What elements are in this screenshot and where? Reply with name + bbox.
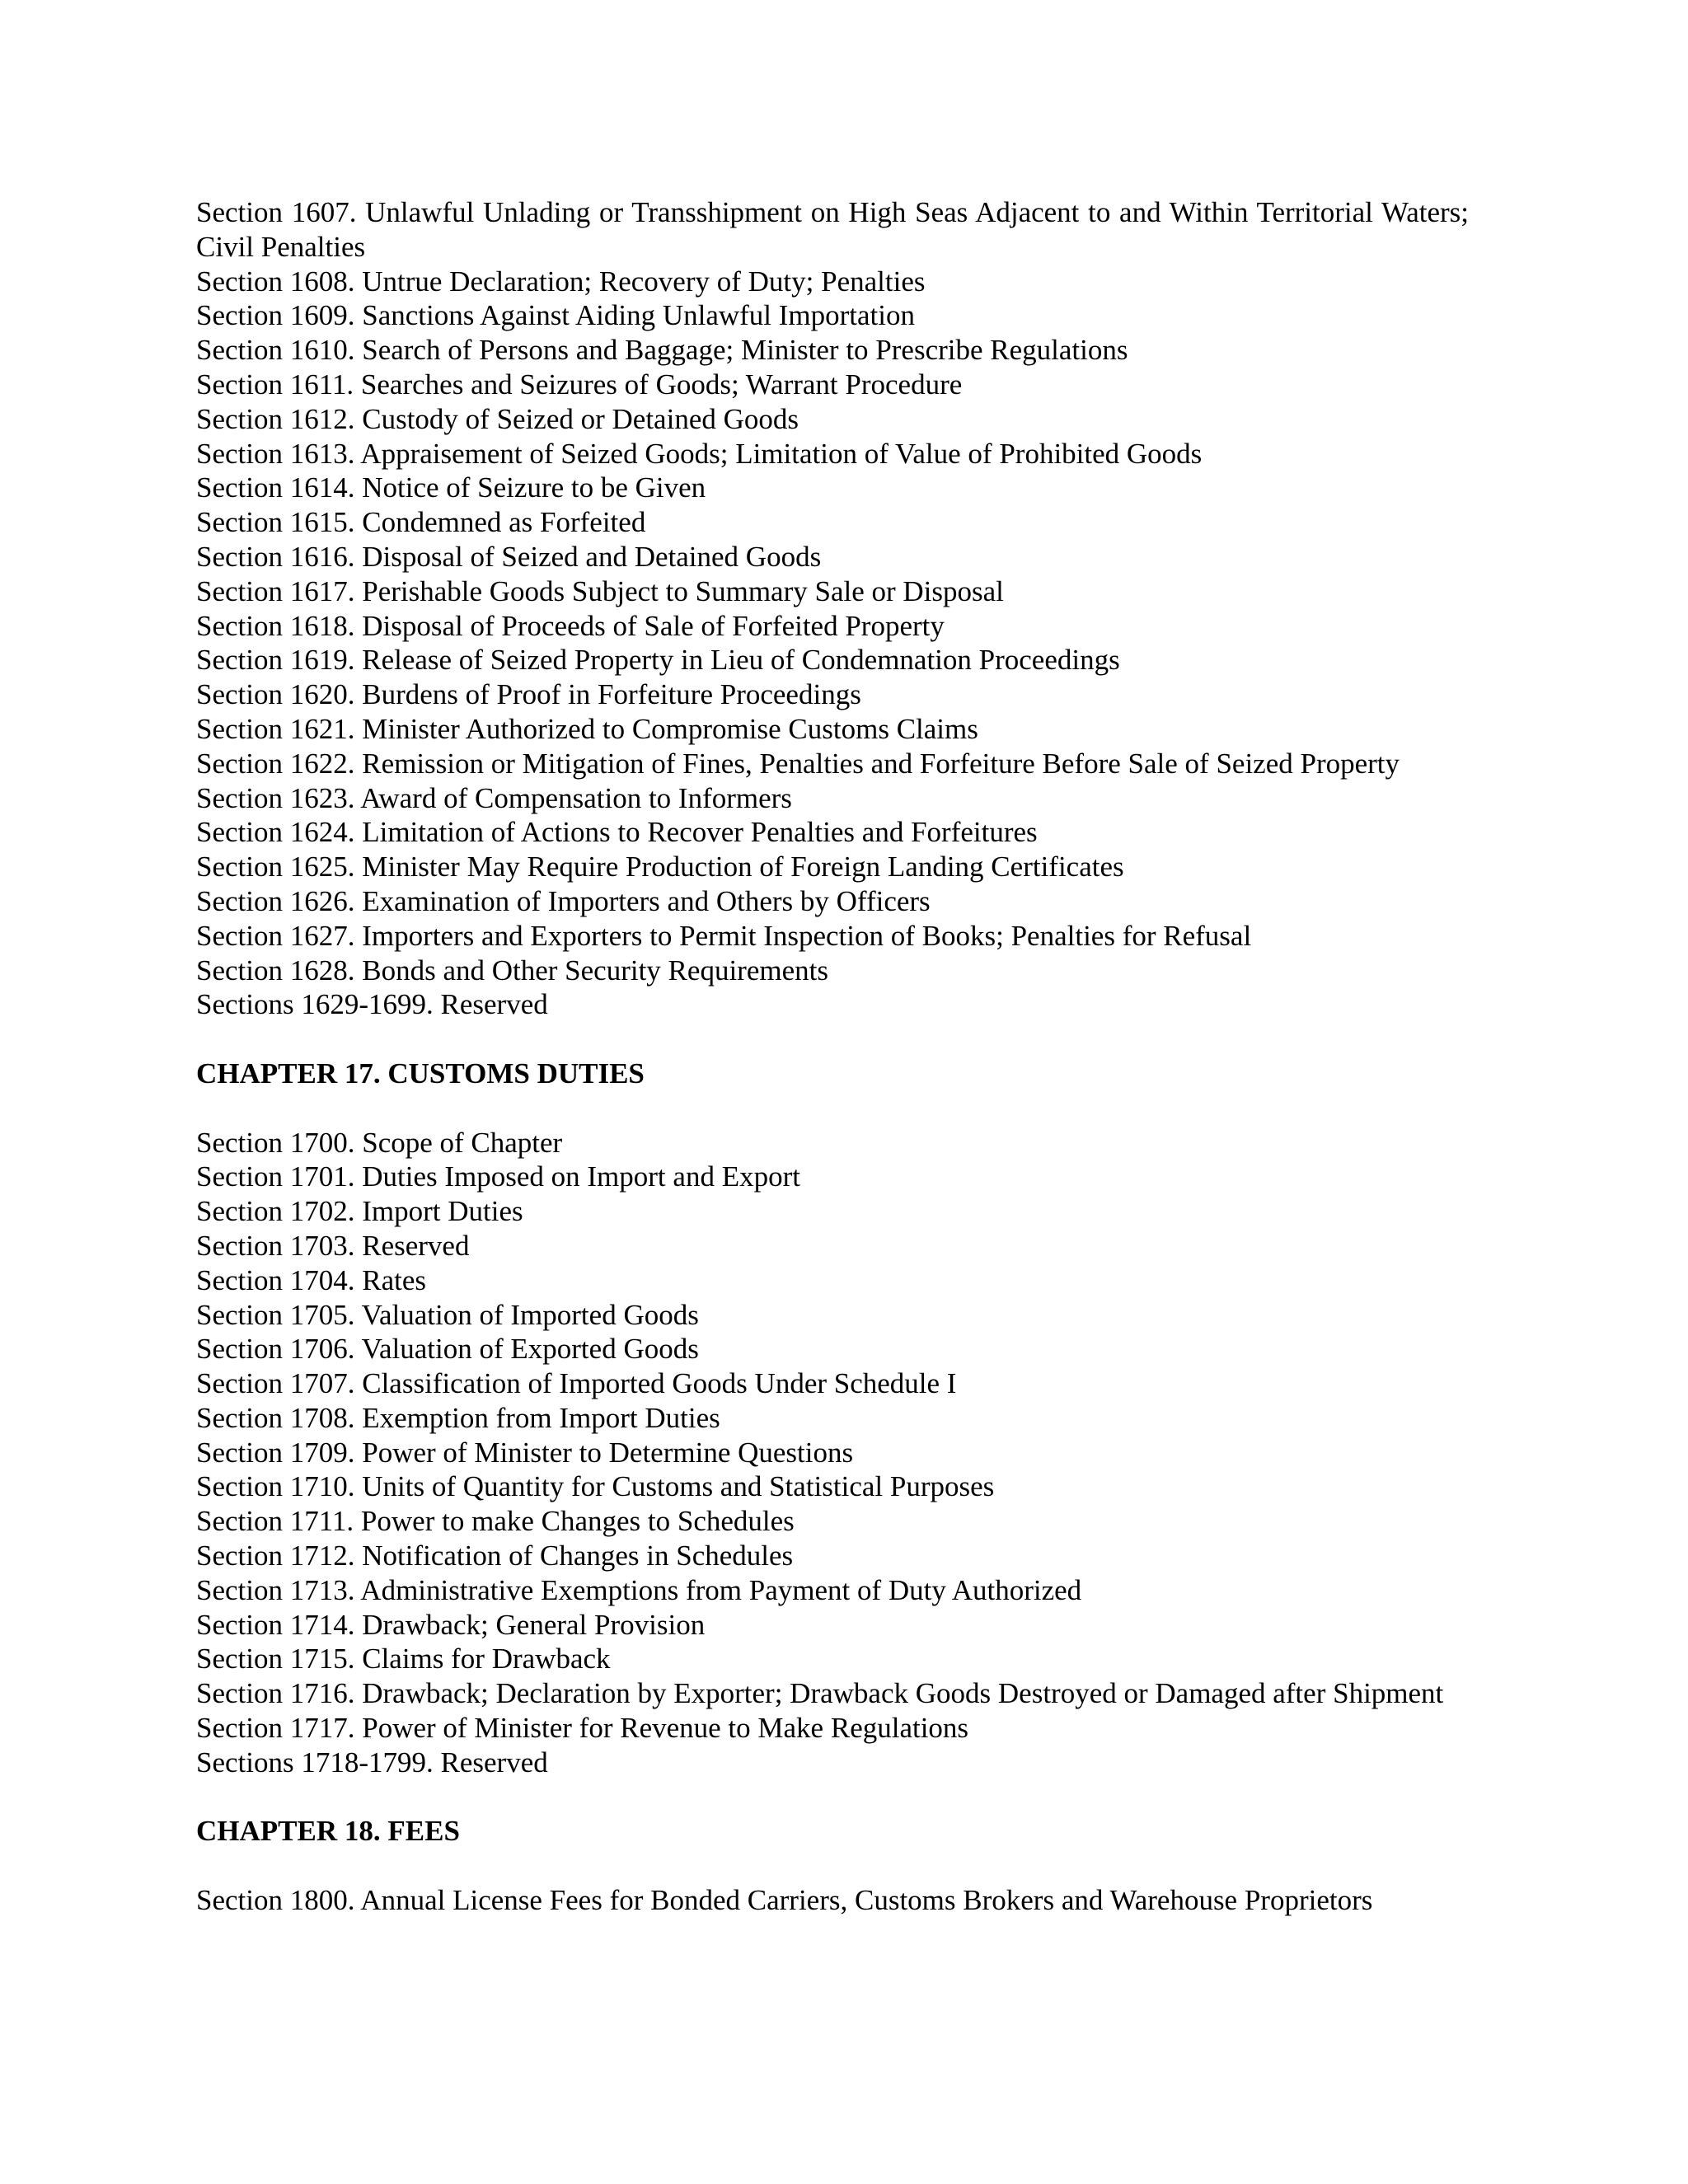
spacer bbox=[196, 1022, 1469, 1057]
section-entry-1715: Section 1715. Claims for Drawback bbox=[196, 1643, 611, 1675]
section-entry-1800: Section 1800. Annual License Fees for Bonded Carriers, Customs Brokers and Warehouse Proprietors bbox=[196, 1884, 1373, 1917]
section-entry-1607: Section 1607. Unlawful Unlading or Transshipment on High Seas Adjacent to and Within Territorial Waters; Civil Penalties bbox=[196, 196, 1469, 263]
chapter-18-heading: CHAPTER 18. FEES bbox=[196, 1815, 460, 1848]
section-entry-1701: Section 1701. Duties Imposed on Import and Export bbox=[196, 1160, 800, 1193]
section-entry-1618: Section 1618. Disposal of Proceeds of Sale of Forfeited Property bbox=[196, 609, 945, 642]
section-entry-1611: Section 1611. Searches and Seizures of Goods; Warrant Procedure bbox=[196, 368, 963, 401]
section-list-chapter-16 bbox=[196, 195, 1469, 1022]
section-entry-1617: Section 1617. Perishable Goods Subject to Summary Sale or Disposal bbox=[196, 574, 1004, 607]
spacer bbox=[196, 1780, 1469, 1815]
section-entry-1710: Section 1710. Units of Quantity for Customs and Statistical Purposes bbox=[196, 1470, 995, 1503]
section-entry-1622: Section 1622. Remission or Mitigation of Fines, Penalties and Forfeiture Before Sale of Seized Property bbox=[196, 747, 1400, 780]
section-entry-1714: Section 1714. Drawback; General Provision bbox=[196, 1608, 706, 1641]
section-entry-1627: Section 1627. Importers and Exporters to Permit Inspection of Books; Penalties for Refusal bbox=[196, 919, 1252, 952]
section-entry-1711: Section 1711. Power to make Changes to Schedules bbox=[196, 1505, 795, 1538]
section-entry-1608: Section 1608. Untrue Declaration; Recovery of Duty; Penalties bbox=[196, 265, 926, 298]
document-page bbox=[196, 195, 1469, 1918]
section-entry-1612: Section 1612. Custody of Seized or Detained Goods bbox=[196, 402, 799, 435]
section-entry-1712: Section 1712. Notification of Changes in Schedules bbox=[196, 1540, 794, 1572]
chapter-17-heading: CHAPTER 17. CUSTOMS DUTIES bbox=[196, 1057, 645, 1090]
section-entry-1702: Section 1702. Import Duties bbox=[196, 1195, 523, 1228]
section-entry-1708: Section 1708. Exemption from Import Duties bbox=[196, 1401, 720, 1434]
section-entry-1706: Section 1706. Valuation of Exported Goods bbox=[196, 1333, 699, 1366]
section-entry-1615: Section 1615. Condemned as Forfeited bbox=[196, 506, 646, 539]
section-entry-1713: Section 1713. Administrative Exemptions from Payment of Duty Authorized bbox=[196, 1573, 1082, 1606]
section-entry-1609: Section 1609. Sanctions Against Aiding Unlawful Importation bbox=[196, 299, 916, 332]
section-list-chapter-18 bbox=[196, 1883, 1469, 1918]
section-entry-1717: Section 1717. Power of Minister for Revenue to Make Regulations bbox=[196, 1712, 969, 1745]
section-entry-1704: Section 1704. Rates bbox=[196, 1263, 426, 1296]
section-entry-1628: Section 1628. Bonds and Other Security Requirements bbox=[196, 954, 828, 987]
section-entry-1621: Section 1621. Minister Authorized to Compromise Customs Claims bbox=[196, 712, 978, 745]
section-entry-1707: Section 1707. Classification of Imported Goods Under Schedule I bbox=[196, 1367, 957, 1400]
section-entry-1614: Section 1614. Notice of Seizure to be Given bbox=[196, 471, 706, 504]
section-entry-1700: Section 1700. Scope of Chapter bbox=[196, 1126, 563, 1159]
section-entry-1610: Section 1610. Search of Persons and Baggage; Minister to Prescribe Regulations bbox=[196, 334, 1128, 367]
spacer bbox=[196, 1849, 1469, 1883]
section-entry-1619: Section 1619. Release of Seized Property in Lieu of Condemnation Proceedings bbox=[196, 644, 1120, 677]
section-list-chapter-17 bbox=[196, 1126, 1469, 1780]
section-entry-1625: Section 1625. Minister May Require Production of Foreign Landing Certificates bbox=[196, 851, 1124, 883]
section-entry-1616: Section 1616. Disposal of Seized and Detained Goods bbox=[196, 540, 822, 573]
section-entry-1716: Section 1716. Drawback; Declaration by Exporter; Drawback Goods Destroyed or Damaged after Shipment bbox=[196, 1677, 1444, 1710]
section-entry-1624: Section 1624. Limitation of Actions to Recover Penalties and Forfeitures bbox=[196, 816, 1038, 849]
section-entry-1703: Section 1703. Reserved bbox=[196, 1229, 470, 1262]
section-entry-1718-1799: Sections 1718-1799. Reserved bbox=[196, 1746, 548, 1779]
spacer bbox=[196, 1091, 1469, 1126]
section-entry-1623: Section 1623. Award of Compensation to Informers bbox=[196, 781, 792, 814]
section-entry-1620: Section 1620. Burdens of Proof in Forfeiture Proceedings bbox=[196, 678, 861, 711]
section-entry-1629-1699: Sections 1629-1699. Reserved bbox=[196, 988, 548, 1021]
section-entry-1613: Section 1613. Appraisement of Seized Goods; Limitation of Value of Prohibited Goods bbox=[196, 437, 1203, 470]
section-entry-1705: Section 1705. Valuation of Imported Goods bbox=[196, 1298, 699, 1331]
section-entry-1709: Section 1709. Power of Minister to Determine Questions bbox=[196, 1436, 854, 1469]
section-entry-1626: Section 1626. Examination of Importers and Others by Officers bbox=[196, 884, 931, 917]
